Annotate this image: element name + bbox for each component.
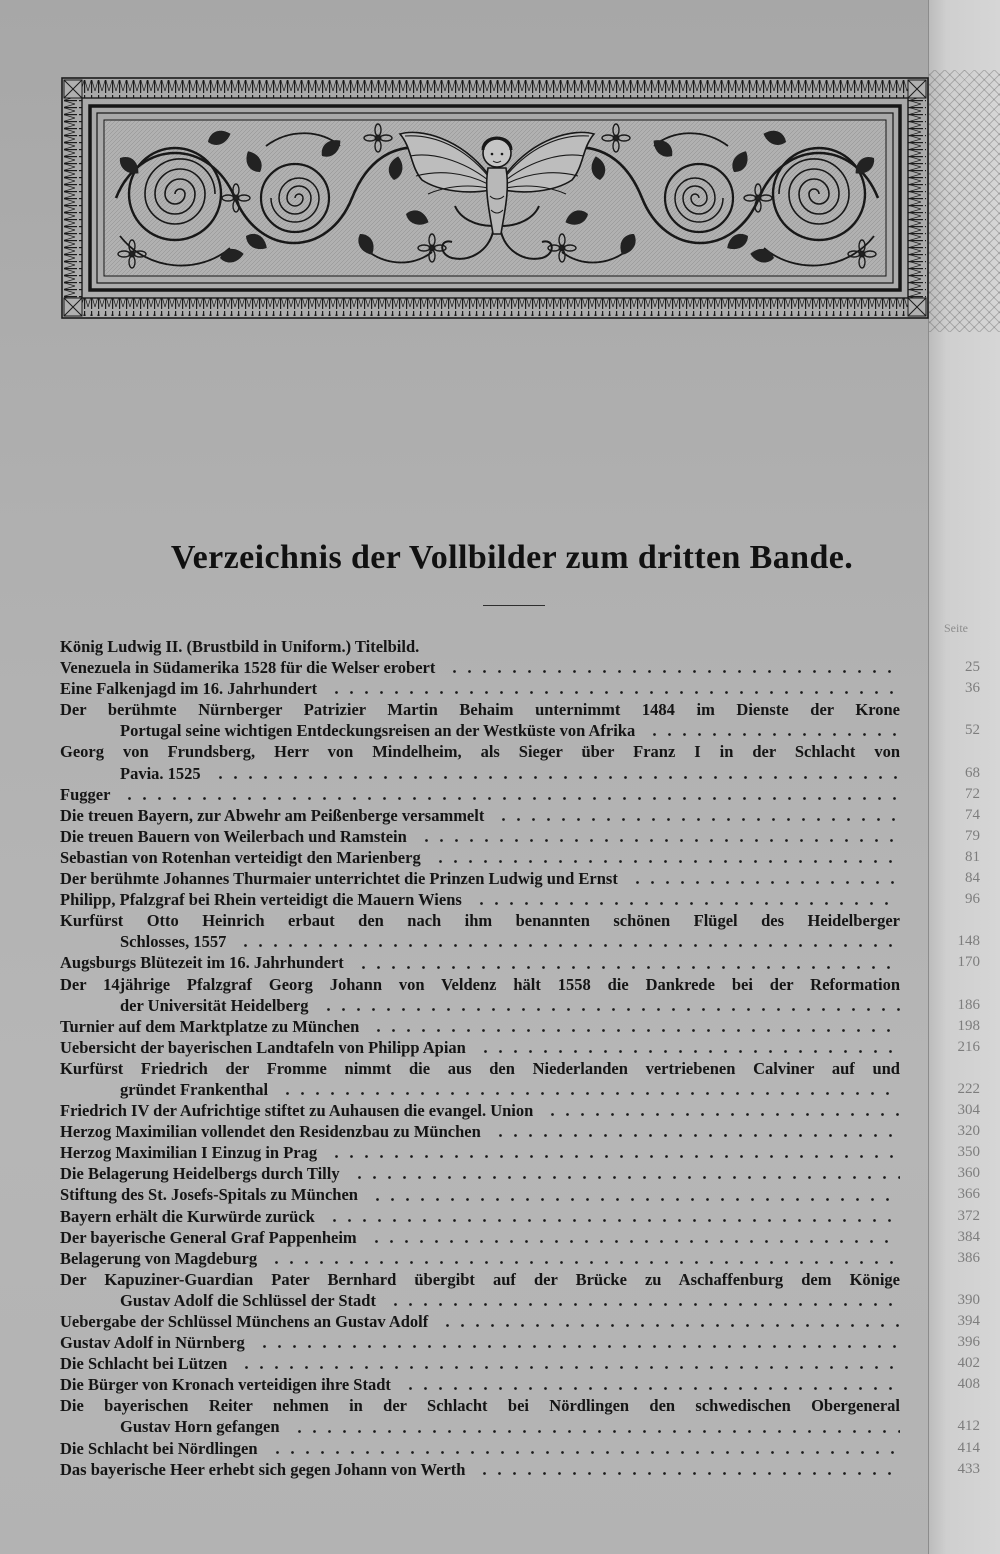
entry-text: Der berühmte Johannes Thurmaier unterrichtet die Prinzen Ludwig und Ernst	[60, 869, 618, 889]
entry-first-line	[60, 1311, 980, 1332]
page-number: 198	[957, 1017, 980, 1034]
dot-leader	[384, 1290, 900, 1311]
entry-first-line	[60, 805, 980, 826]
toc-entry	[60, 974, 980, 1016]
toc-entry	[60, 1459, 980, 1480]
page-number: 304	[957, 1102, 980, 1119]
entry-text: Philipp, Pfalzgraf bei Rhein verteidigt die Mauern Wiens	[60, 890, 462, 910]
page-number: 408	[957, 1376, 980, 1393]
dot-leader	[429, 847, 900, 868]
dot-leader	[325, 1142, 900, 1163]
entry-text: Die Belagerung Heidelbergs durch Tilly	[60, 1164, 340, 1184]
page-number: 372	[957, 1207, 980, 1224]
dot-leader	[209, 763, 900, 784]
toc-entry	[60, 826, 980, 847]
entry-text: Pavia. 1525	[120, 763, 201, 783]
page-number: 386	[957, 1249, 980, 1266]
dot-leader	[253, 1332, 900, 1353]
entry-first-line	[60, 678, 980, 699]
entry-first-line	[60, 1121, 980, 1142]
page-number: 74	[965, 806, 980, 823]
entry-continuation-line	[60, 1416, 980, 1437]
entry-first-line	[60, 1332, 980, 1353]
entry-text: Gustav Adolf die Schlüssel der Stadt	[120, 1290, 376, 1310]
page-number: 366	[957, 1186, 980, 1203]
toc-entry	[60, 1395, 980, 1437]
entry-first-line	[60, 1100, 980, 1121]
entry-continuation-line	[60, 720, 980, 741]
page-number: 394	[957, 1313, 980, 1329]
entry-first-line	[60, 1374, 980, 1395]
entry-first-line	[60, 1206, 980, 1227]
entry-text: Bayern erhält die Kurwürde zurück	[60, 1206, 315, 1226]
toc-entry	[60, 1227, 980, 1248]
dot-leader	[367, 1016, 900, 1037]
toc-entry	[60, 847, 980, 868]
dot-leader	[473, 1459, 900, 1480]
dot-leader	[288, 1416, 900, 1437]
toc-entry	[60, 1269, 980, 1311]
entry-continuation-line	[60, 763, 980, 784]
page-number: 148	[957, 933, 980, 950]
page-number: 384	[957, 1228, 980, 1245]
toc-entry	[60, 1332, 980, 1353]
entry-first-line	[60, 847, 980, 868]
dot-leader	[276, 1079, 900, 1100]
toc-entry	[60, 636, 900, 657]
page-number: 412	[957, 1418, 980, 1435]
page-title: Verzeichnis der Vollbilder zum dritten Bande.	[170, 539, 854, 576]
dot-leader	[626, 868, 900, 889]
entry-first-line	[60, 868, 980, 889]
page-number: 84	[965, 870, 980, 887]
toc-entry	[60, 1353, 980, 1374]
entry-text: Schlosses, 1557	[120, 932, 227, 952]
entry-text: Stiftung des St. Josefs-Spitals zu München	[60, 1185, 358, 1205]
page-number: 81	[965, 848, 980, 865]
page-number: 222	[957, 1080, 980, 1097]
toc-entry	[60, 889, 980, 910]
dot-leader	[474, 1037, 900, 1058]
page-number: 25	[965, 659, 980, 676]
entry-first-line	[60, 1184, 980, 1205]
dot-leader	[365, 1227, 900, 1248]
entry-first-line	[60, 657, 980, 678]
entry-first-line	[60, 1438, 980, 1459]
dot-leader	[266, 1438, 900, 1459]
title-divider	[483, 605, 545, 606]
entry-text: Friedrich IV der Aufrichtige stiftet zu Auhausen die evangel. Union	[60, 1101, 534, 1121]
page-number: 414	[957, 1439, 980, 1456]
toc-entry	[60, 1100, 980, 1121]
entry-first-line	[60, 784, 980, 805]
entry-first-line	[60, 974, 900, 995]
toc-entry	[60, 657, 980, 678]
page-number: 186	[957, 996, 980, 1013]
entry-text: Der Kapuziner-Guardian Pater Bernhard übergibt auf der Brücke zu Aschaffenburg dem Könige	[60, 1269, 900, 1289]
entry-text: gründet Frankenthal	[120, 1079, 269, 1099]
toc-entry	[60, 1016, 980, 1037]
entry-text: Georg von Frundsberg, Herr von Mindelheim, als Sieger über Franz I in der Schlacht von	[60, 742, 900, 762]
dot-leader	[265, 1248, 900, 1269]
dot-leader	[399, 1374, 900, 1395]
dot-leader	[489, 1121, 900, 1142]
dot-leader	[317, 995, 901, 1016]
toc-entry	[60, 1438, 980, 1459]
entry-first-line	[60, 1016, 980, 1037]
dot-leader	[234, 931, 900, 952]
page-number: 390	[957, 1291, 980, 1308]
entry-continuation-line	[60, 931, 980, 952]
entry-text: Sebastian von Rotenhan verteidigt den Marienberg	[60, 847, 421, 867]
dot-leader	[415, 826, 900, 847]
toc-entry	[60, 1142, 980, 1163]
entry-first-line	[60, 1142, 980, 1163]
toc-entry	[60, 1058, 980, 1100]
dot-leader	[118, 784, 900, 805]
adjacent-page-ornament-bleed	[929, 70, 1000, 332]
entry-first-line	[60, 889, 980, 910]
toc-entry	[60, 678, 980, 699]
toc-entry	[60, 1121, 980, 1142]
page-number: 350	[957, 1144, 980, 1161]
entry-text: Der bayerische General Graf Pappenheim	[60, 1227, 357, 1247]
entry-text: Die bayerischen Reiter nehmen in der Schlacht bei Nördlingen den schwedischen Obergeneral	[60, 1396, 900, 1416]
table-of-illustrations	[60, 636, 980, 1480]
entry-first-line	[60, 699, 900, 720]
entry-text: der Universität Heidelberg	[120, 995, 309, 1015]
toc-entry	[60, 784, 980, 805]
page-number: 360	[957, 1165, 980, 1182]
dot-leader	[436, 1311, 900, 1332]
dot-leader	[348, 1163, 900, 1184]
toc-entry	[60, 1206, 980, 1227]
entry-first-line	[60, 1058, 900, 1079]
entry-first-line	[60, 741, 900, 762]
dot-leader	[541, 1100, 900, 1121]
entry-continuation-line	[60, 995, 980, 1016]
dot-leader	[470, 889, 900, 910]
entry-first-line	[60, 1269, 900, 1290]
entry-text: Die Schlacht bei Nördlingen	[60, 1438, 258, 1458]
page-number: 396	[957, 1334, 980, 1351]
entry-text: Kurfürst Friedrich der Fromme nimmt die aus den Niederlanden vertriebenen Calviner auf und	[60, 1058, 900, 1078]
dot-leader	[643, 720, 900, 741]
entry-first-line	[60, 1227, 980, 1248]
page-number: 68	[965, 764, 980, 781]
toc-entry	[60, 1037, 980, 1058]
entry-text: Herzog Maximilian vollendet den Residenzbau zu München	[60, 1122, 481, 1142]
entry-first-line	[60, 636, 900, 657]
entry-text: Herzog Maximilian I Einzug in Prag	[60, 1143, 318, 1163]
toc-entry	[60, 1311, 980, 1332]
entry-continuation-line	[60, 1290, 980, 1311]
entry-first-line	[60, 1395, 900, 1416]
entry-text: Uebergabe der Schlüssel Münchens an Gustav Adolf	[60, 1312, 429, 1331]
toc-entry	[60, 1163, 980, 1184]
dot-leader	[235, 1353, 900, 1374]
entry-text: Turnier auf dem Marktplatze zu München	[60, 1016, 360, 1036]
dot-leader	[352, 952, 900, 973]
entry-first-line	[60, 952, 980, 973]
page-number: 36	[965, 680, 980, 697]
entry-text: Belagerung von Magdeburg	[60, 1248, 258, 1268]
page-number: 402	[957, 1355, 980, 1372]
entry-text: Gustav Horn gefangen	[120, 1417, 280, 1437]
dot-leader	[325, 678, 900, 699]
entry-first-line	[60, 1037, 980, 1058]
entry-text: Das bayerische Heer erhebt sich gegen Johann von Werth	[60, 1459, 466, 1479]
entry-first-line	[60, 1353, 980, 1374]
entry-first-line	[60, 1163, 980, 1184]
entry-text: Die treuen Bayern, zur Abwehr am Peißenberge versammelt	[60, 805, 485, 825]
entry-text: Portugal seine wichtigen Entdeckungsreisen an der Westküste von Afrika	[120, 721, 636, 741]
entry-text: Venezuela in Südamerika 1528 für die Welser erobert	[60, 658, 436, 678]
entry-text: Uebersicht der bayerischen Landtafeln von Philipp Apian	[60, 1037, 466, 1057]
entry-text: Gustav Adolf in Nürnberg	[60, 1333, 245, 1353]
dot-leader	[443, 657, 900, 678]
entry-text: Die treuen Bauern von Weilerbach und Ramstein	[60, 826, 407, 846]
entry-text: Augsburgs Blütezeit im 16. Jahrhundert	[60, 953, 344, 973]
toc-entry	[60, 868, 980, 889]
entry-text: Kurfürst Otto Heinrich erbaut den nach ihm benannten schönen Flügel des Heidelberger	[60, 911, 900, 931]
toc-entry	[60, 699, 980, 741]
dot-leader	[492, 805, 900, 826]
toc-entry	[60, 1374, 980, 1395]
entry-first-line	[60, 1459, 980, 1480]
header-ornament	[60, 76, 930, 320]
toc-entry	[60, 1184, 980, 1205]
page-number: 320	[957, 1123, 980, 1140]
entry-text: Die Bürger von Kronach verteidigen ihre Stadt	[60, 1375, 391, 1395]
entry-text: Der 14jährige Pfalzgraf Georg Johann von Veldenz hält 1558 die Dankrede bei der Reformation	[60, 974, 900, 994]
entry-text: Die Schlacht bei Lützen	[60, 1354, 228, 1374]
page-column-label: Seite	[944, 621, 968, 635]
page-number: 52	[965, 722, 980, 739]
page-number: 433	[957, 1460, 980, 1477]
toc-entry	[60, 741, 980, 783]
entry-text: Der berühmte Nürnberger Patrizier Martin Behaim unternimmt 1484 im Dienste der Krone	[60, 700, 900, 720]
toc-entry	[60, 805, 980, 826]
page-number: 96	[965, 891, 980, 908]
dot-leader	[366, 1184, 900, 1205]
page-number: 216	[957, 1038, 980, 1055]
page-number: 170	[957, 954, 980, 971]
dot-leader	[323, 1206, 900, 1227]
page-number: 79	[965, 827, 980, 844]
toc-entry	[60, 910, 980, 952]
toc-entry	[60, 952, 980, 973]
entry-first-line	[60, 1248, 980, 1269]
entry-text: Fugger	[60, 784, 111, 804]
entry-first-line	[60, 910, 900, 931]
entry-text: Eine Falkenjagd im 16. Jahrhundert	[60, 679, 318, 699]
entry-first-line	[60, 826, 980, 847]
entry-continuation-line	[60, 1079, 980, 1100]
page-number: 72	[965, 785, 980, 802]
entry-text: König Ludwig II. (Brustbild in Uniform.) Titelbild.	[60, 637, 420, 656]
toc-entry	[60, 1248, 980, 1269]
